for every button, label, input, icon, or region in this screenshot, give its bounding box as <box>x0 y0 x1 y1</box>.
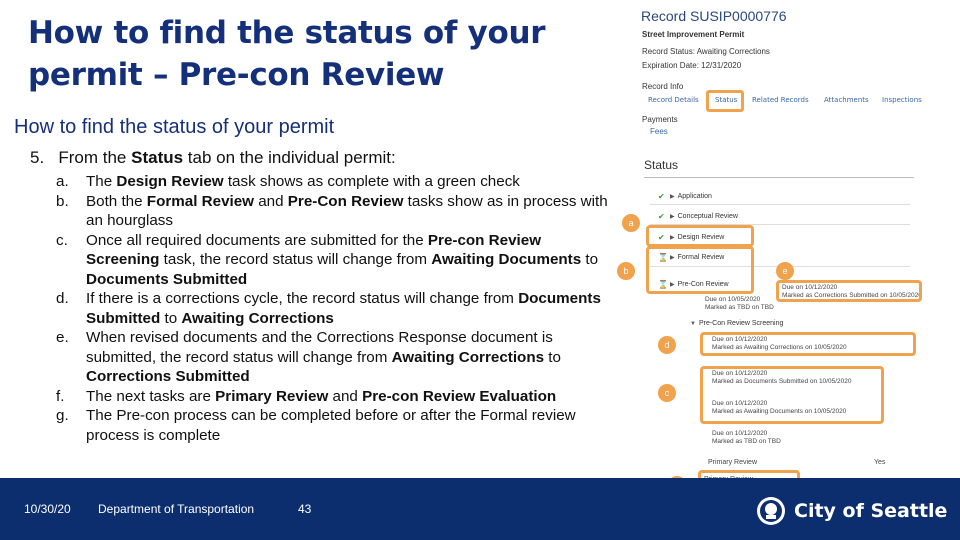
task-conceptual-review[interactable] <box>658 212 738 221</box>
instruction-list <box>56 172 612 445</box>
highlight-c <box>700 366 884 424</box>
e-mark: Marked as Corrections Submitted on 10/05/2020 <box>782 292 922 299</box>
item-text: Once all required documents are submitted for the <box>86 231 428 249</box>
item-bold-text: Awaiting Documents <box>431 251 582 268</box>
check-icon: ✔ <box>658 233 665 242</box>
check-icon: ✔ <box>658 212 665 221</box>
screening-tbd-last: Marked as TBD on TBD <box>712 438 781 445</box>
screening-mark-c2: Marked as Awaiting Documents on 10/05/2020 <box>712 408 847 415</box>
record-info-label: Record Info <box>642 82 684 91</box>
task-label: Design Review <box>677 234 725 241</box>
highlight-e <box>776 280 922 302</box>
item-text: When revised documents and the Corrections Response document is submitted, the record status will change from <box>86 329 553 366</box>
caret-icon: ▶ <box>670 194 675 200</box>
step-bold: Status <box>131 148 184 167</box>
fees-link[interactable]: Fees <box>650 127 668 136</box>
status-panel <box>640 152 922 474</box>
city-logo <box>756 496 947 526</box>
marker-d: d <box>658 336 676 354</box>
record-expiration: Expiration Date: 12/31/2020 <box>642 61 742 70</box>
status-panel-title: Status <box>644 158 679 172</box>
row-divider <box>650 204 910 205</box>
seattle-seal-icon <box>756 496 786 526</box>
screening-due-c: Due on 10/12/2020 <box>712 370 768 377</box>
task-label: Pre-Con Review <box>677 281 729 288</box>
item-bold-text: Documents Submitted <box>86 290 601 327</box>
item-text: The <box>86 173 117 190</box>
screening-due-last: Due on 10/12/2020 <box>712 430 768 437</box>
marker-b: b <box>617 262 635 280</box>
tab-related-records[interactable]: Related Records <box>752 96 809 104</box>
slide-title-line-1: How to find the status of your <box>28 15 546 51</box>
tab-inspections[interactable]: Inspections <box>882 96 922 104</box>
item-bold-text: Design Review <box>116 173 224 190</box>
screening-due-d: Due on 10/12/2020 <box>712 336 768 343</box>
task-label: Pre-Con Review Screening <box>698 320 784 327</box>
footer-bar <box>0 478 960 540</box>
instruction-item <box>56 231 612 290</box>
tab-attachments[interactable]: Attachments <box>824 96 869 104</box>
step-number: 5. <box>30 148 45 167</box>
item-text: task shows as complete with a green check <box>223 173 520 190</box>
screening-mark-d: Marked as Awaiting Corrections on 10/05/2020 <box>712 344 847 351</box>
item-letter: g. <box>56 407 69 424</box>
item-text: task, the record status will change from <box>159 251 432 268</box>
record-status: Record Status: Awaiting Corrections <box>642 47 770 56</box>
task-label: Formal Review <box>677 254 725 261</box>
caret-icon: ▶ <box>670 235 675 241</box>
task-primary-review[interactable]: Primary Review <box>708 459 758 466</box>
item-letter: d. <box>56 290 69 307</box>
item-bold-text: Awaiting Corrections <box>181 309 334 327</box>
logo-text: City of Seattle <box>794 500 948 522</box>
item-bold-text: Pre-Con Review <box>287 192 404 210</box>
task-label: Conceptual Review <box>677 213 738 220</box>
pre-con-tbd: Marked as TBD on TBD <box>705 304 774 311</box>
item-bold-text: Formal Review <box>146 192 254 210</box>
highlight-design-review <box>646 225 754 247</box>
marker-c: c <box>658 384 676 402</box>
item-bold-text: Documents Submitted <box>86 270 248 288</box>
tab-record-details[interactable]: Record Details <box>648 96 699 104</box>
instruction-item <box>56 387 612 407</box>
item-letter: b. <box>56 192 69 210</box>
item-text: to <box>160 309 182 327</box>
highlight-d <box>700 332 916 356</box>
instruction-item <box>56 289 612 328</box>
screening-due-c2: Due on 10/12/2020 <box>712 400 768 407</box>
caret-icon: ▶ <box>670 255 675 261</box>
screening-mark-c: Marked as Documents Submitted on 10/05/2020 <box>712 378 852 385</box>
item-text: and <box>254 192 288 210</box>
slide-subtitle: How to find the status of your permit <box>14 116 335 138</box>
item-text: The Pre-con process can be completed before or after the Formal review process is complete <box>86 407 576 444</box>
item-letter: a. <box>56 173 69 190</box>
slide-title <box>28 12 545 96</box>
footer-page-number: 43 <box>298 502 312 516</box>
check-icon: ✔ <box>658 192 665 201</box>
item-bold-text: Awaiting Corrections <box>391 348 545 366</box>
item-letter: c. <box>56 231 68 249</box>
record-screenshot <box>636 0 960 136</box>
item-text: and <box>328 387 363 405</box>
step-pre: From the <box>58 148 132 167</box>
item-bold-text: Corrections Submitted <box>86 368 250 385</box>
item-letter: f. <box>56 387 65 405</box>
item-text: tasks show as in process with an hourglass <box>86 192 608 229</box>
hourglass-icon: ⌛ <box>658 280 668 289</box>
tab-status[interactable]: Status <box>715 96 738 104</box>
highlight-in-process <box>646 246 754 294</box>
status-divider <box>644 177 914 178</box>
caret-icon: ▶ <box>670 214 675 220</box>
footer-department: Department of Transportation <box>98 502 255 516</box>
record-title: Record SUSIP0000776 <box>641 8 787 24</box>
caret-icon: ▶ <box>670 282 675 288</box>
primary-review-yes: Yes <box>874 459 886 466</box>
item-text: Both the <box>86 192 147 210</box>
task-label: Application <box>677 193 712 200</box>
step-post: tab on the individual permit: <box>183 148 396 167</box>
item-letter: e. <box>56 329 69 346</box>
item-text: to <box>581 251 599 268</box>
item-bold-text: Pre-con Review Screening <box>86 231 542 268</box>
marker-e: e <box>776 262 794 280</box>
task-pre-con-review-screening[interactable] <box>690 320 783 327</box>
payments-label: Payments <box>642 115 678 124</box>
marker-a: a <box>622 214 640 232</box>
instruction-item <box>56 172 612 192</box>
instruction-item <box>56 328 612 387</box>
item-bold-text: Pre-con Review Evaluation <box>362 387 557 405</box>
instruction-item <box>56 406 612 445</box>
item-text: to <box>544 348 561 366</box>
task-application[interactable] <box>658 192 712 201</box>
item-text: The next tasks are <box>86 387 216 405</box>
footer-date: 10/30/20 <box>24 502 71 516</box>
step-line <box>30 148 396 168</box>
caret-down-icon: ▼ <box>690 320 696 327</box>
item-bold-text: Primary Review <box>215 387 329 405</box>
hourglass-icon: ⌛ <box>658 253 668 262</box>
status-tab-highlight <box>706 90 744 112</box>
record-type: Street Improvement Permit <box>642 30 745 39</box>
e-due: Due on 10/12/2020 <box>782 284 838 291</box>
pre-con-due: Due on 10/05/2020 <box>705 296 761 303</box>
instruction-item <box>56 192 612 231</box>
item-text: If there is a corrections cycle, the record status will change from <box>86 290 519 307</box>
slide-title-line-2: permit – Pre-con Review <box>28 57 445 93</box>
